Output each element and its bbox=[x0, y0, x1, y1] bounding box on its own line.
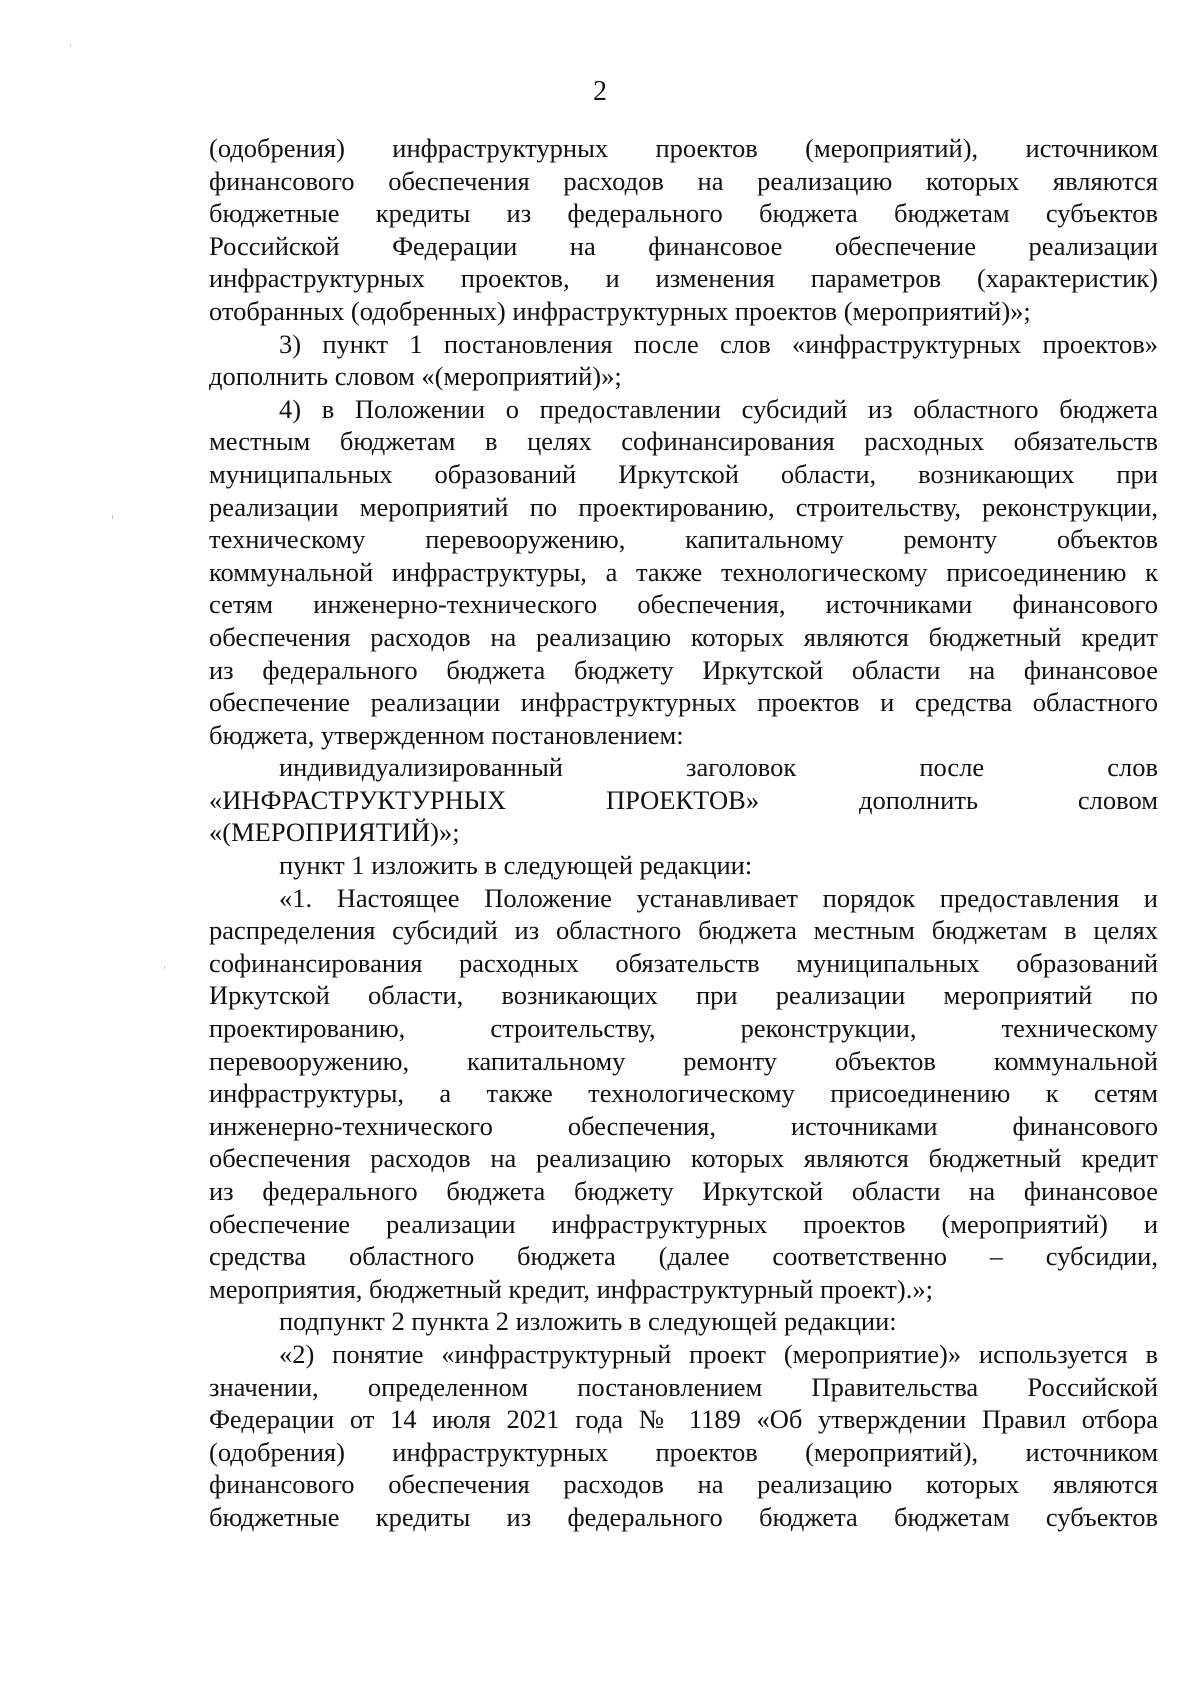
text-line: подпункт 2 пункта 2 изложить в следующей редакции: bbox=[279, 1306, 897, 1337]
paragraph bbox=[209, 393, 1158, 752]
text-line: дополнить словом «(мероприятий)»; bbox=[209, 361, 622, 392]
text-line: техническому перевооружению, капитальному ремонту объектов bbox=[209, 524, 1158, 555]
text-line: «ИНФРАСТРУКТУРНЫХ ПРОЕКТОВ» дополнить словом bbox=[209, 784, 1158, 815]
text-line: обеспечения расходов на реализацию которых являются бюджетный кредит bbox=[209, 1143, 1158, 1174]
text-line: Российской Федерации на финансовое обеспечение реализации bbox=[209, 230, 1158, 261]
text-line: Иркутской области, возникающих при реализации мероприятий по bbox=[209, 980, 1158, 1011]
text-line: инфраструктурных проектов, и изменения параметров (характеристик) bbox=[209, 263, 1158, 294]
text-line: индивидуализированный заголовок после слов bbox=[279, 752, 1158, 783]
paragraph bbox=[209, 132, 1158, 328]
text-line: 4) в Положении о предоставлении субсидий из областного бюджета bbox=[279, 393, 1158, 424]
scan-mark bbox=[112, 515, 113, 519]
text-line: «2) понятие «инфраструктурный проект (мероприятие)» используется в bbox=[279, 1338, 1158, 1369]
text-line: Федерации от 14 июля 2021 года № 1189 «Об утверждении Правил отбора bbox=[209, 1404, 1158, 1435]
paragraph bbox=[209, 751, 1158, 849]
text-line: финансового обеспечения расходов на реализацию которых являются bbox=[209, 1469, 1158, 1500]
text-line: обеспечение реализации инфраструктурных проектов (мероприятий) и bbox=[209, 1208, 1158, 1239]
text-line: мероприятия, бюджетный кредит, инфраструктурный проект).»; bbox=[209, 1273, 933, 1304]
document-body bbox=[209, 132, 1158, 1534]
text-line: средства областного бюджета (далее соответственно – субсидии, bbox=[209, 1241, 1158, 1272]
text-line: из федерального бюджета бюджету Иркутской области на финансовое bbox=[209, 654, 1158, 685]
text-line: бюджетные кредиты из федерального бюджета бюджетам субъектов bbox=[209, 198, 1158, 229]
text-line: проектированию, строительству, реконструкции, техническому bbox=[209, 1013, 1158, 1044]
text-line: инфраструктуры, а также технологическому присоединению к сетям bbox=[209, 1078, 1158, 1109]
scan-mark bbox=[164, 966, 165, 969]
text-line: бюджетные кредиты из федерального бюджета бюджетам субъектов bbox=[209, 1501, 1158, 1532]
text-line: перевооружению, капитальному ремонту объектов коммунальной bbox=[209, 1045, 1158, 1076]
paragraph bbox=[209, 1305, 1158, 1338]
page-number: 2 bbox=[593, 76, 607, 107]
paragraph bbox=[209, 1338, 1158, 1534]
text-line: муниципальных образований Иркутской области, возникающих при bbox=[209, 458, 1158, 489]
text-line: финансового обеспечения расходов на реализацию которых являются bbox=[209, 165, 1158, 196]
paragraph bbox=[209, 882, 1158, 1306]
text-line: бюджета, утвержденном постановлением: bbox=[209, 719, 684, 750]
text-line: распределения субсидий из областного бюджета местным бюджетам в целях bbox=[209, 915, 1158, 946]
text-line: обеспечения расходов на реализацию которых являются бюджетный кредит bbox=[209, 621, 1158, 652]
text-line: отобранных (одобренных) инфраструктурных проектов (мероприятий)»; bbox=[209, 295, 1031, 326]
text-line: реализации мероприятий по проектированию, строительству, реконструкции, bbox=[209, 491, 1158, 522]
text-line: местным бюджетам в целях софинансирования расходных обязательств bbox=[209, 426, 1158, 457]
text-line: из федерального бюджета бюджету Иркутской области на финансовое bbox=[209, 1176, 1158, 1206]
text-line: софинансирования расходных обязательств муниципальных образований bbox=[209, 947, 1158, 978]
paragraph bbox=[209, 849, 1158, 882]
text-line: значении, определенном постановлением Правительства Российской bbox=[209, 1371, 1158, 1402]
text-line: обеспечение реализации инфраструктурных проектов и средства областного bbox=[209, 687, 1158, 718]
paragraph bbox=[209, 328, 1158, 393]
text-line: пункт 1 изложить в следующей редакции: bbox=[279, 850, 753, 881]
text-line: коммунальной инфраструктуры, а также технологическому присоединению к bbox=[209, 556, 1158, 587]
text-line: сетям инженерно-технического обеспечения, источниками финансового bbox=[209, 589, 1158, 620]
text-line: 3) пункт 1 постановления после слов «инфраструктурных проектов» bbox=[279, 328, 1158, 359]
text-line: «1. Настоящее Положение устанавливает порядок предоставления и bbox=[279, 882, 1158, 913]
text-line: (одобрения) инфраструктурных проектов (мероприятий), источником bbox=[209, 1436, 1158, 1467]
text-line: «(МЕРОПРИЯТИЙ)»; bbox=[209, 817, 460, 848]
text-line: инженерно-технического обеспечения, источниками финансового bbox=[209, 1110, 1158, 1141]
text-line: (одобрения) инфраструктурных проектов (мероприятий), источником bbox=[209, 133, 1158, 163]
scan-mark bbox=[70, 44, 71, 47]
